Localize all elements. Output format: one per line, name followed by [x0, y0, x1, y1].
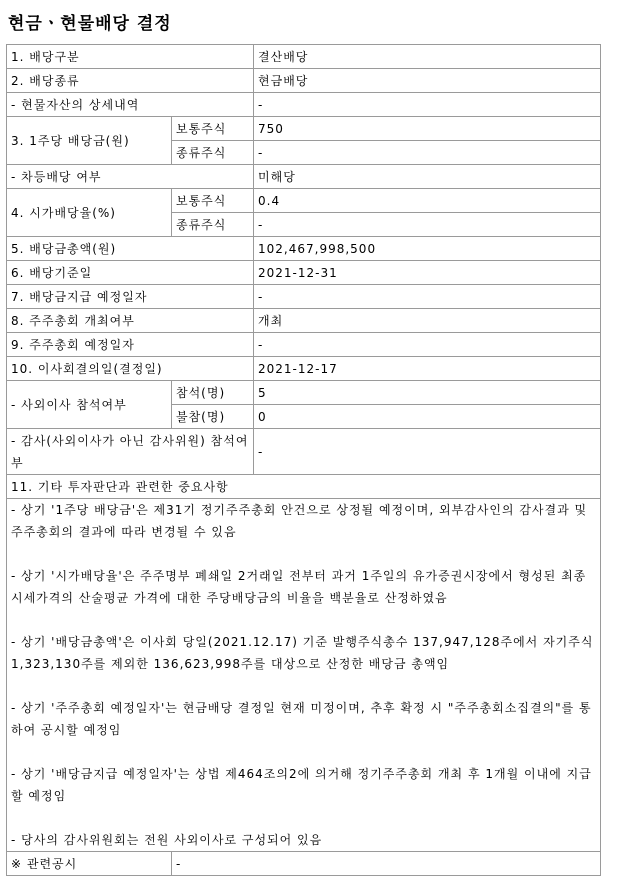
table-row	[7, 357, 601, 381]
table-row	[7, 165, 601, 189]
row-value: -	[254, 93, 601, 117]
sub-label: 종류주식	[172, 141, 254, 165]
table-row	[7, 381, 601, 405]
note-paragraph: - 상기 '주주총회 예정일자'는 현금배당 결정일 현재 미정이며, 추후 확정 시 "주주총회소집결의"를 통하여 공시할 예정임	[11, 701, 592, 737]
row-label: 5. 배당금총액(원)	[7, 237, 254, 261]
sub-label: 보통주식	[172, 189, 254, 213]
table-row	[7, 69, 601, 93]
row-value: -	[172, 852, 601, 876]
sub-label: 불참(명)	[172, 405, 254, 429]
row-value: -	[254, 141, 601, 165]
table-row	[7, 117, 601, 141]
table-row	[7, 852, 601, 876]
row-value: 현금배당	[254, 69, 601, 93]
disclosure-table	[6, 44, 601, 876]
table-row	[7, 285, 601, 309]
row-label: 4. 시가배당율(%)	[7, 189, 172, 237]
table-row	[7, 309, 601, 333]
note-paragraph: - 상기 '시가배당율'은 주주명부 폐쇄일 2거래일 전부터 과거 1주일의 유가증권시장에서 형성된 최종시세가격의 산술평균 가격에 대한 주당배당금의 비율을 백분율로 산정하였음	[11, 569, 587, 605]
row-label: 8. 주주총회 개최여부	[7, 309, 254, 333]
section-label: 11. 기타 투자판단과 관련한 중요사항	[7, 475, 601, 499]
row-label: - 현물자산의 상세내역	[7, 93, 254, 117]
row-label: 1. 배당구분	[7, 45, 254, 69]
row-value: -	[254, 213, 601, 237]
row-value: -	[254, 285, 601, 309]
note-paragraph: - 상기 '1주당 배당금'은 제31기 정기주주총회 안건으로 상정될 예정이며, 외부감사인의 감사결과 및 주주총회의 결과에 따라 변경될 수 있음	[11, 503, 588, 539]
row-value: 102,467,998,500	[254, 237, 601, 261]
table-row	[7, 189, 601, 213]
table-row	[7, 45, 601, 69]
table-row	[7, 475, 601, 499]
table-row	[7, 237, 601, 261]
row-value: 2021-12-31	[254, 261, 601, 285]
row-value: 5	[254, 381, 601, 405]
note-paragraph: - 상기 '배당금총액'은 이사회 당일(2021.12.17) 기준 발행주식총수 137,947,128주에서 자기주식 1,323,130주를 제외한 136,623,998주를 대상으로 산정한 배당금 총액임	[11, 635, 594, 671]
row-value: 결산배당	[254, 45, 601, 69]
row-label: - 사외이사 참석여부	[7, 381, 172, 429]
table-row	[7, 333, 601, 357]
table-row	[7, 429, 601, 475]
notes-cell	[7, 499, 601, 852]
row-label: - 감사(사외이사가 아닌 감사위원) 참석여부	[7, 429, 254, 475]
table-row	[7, 93, 601, 117]
row-value: -	[254, 429, 601, 475]
note-paragraph: - 당사의 감사위원회는 전원 사외이사로 구성되어 있음	[11, 833, 323, 847]
row-value: 0.4	[254, 189, 601, 213]
row-label: 6. 배당기준일	[7, 261, 254, 285]
row-value: -	[254, 333, 601, 357]
row-label: 10. 이사회결의일(결정일)	[7, 357, 254, 381]
row-label: 7. 배당금지급 예정일자	[7, 285, 254, 309]
table-row	[7, 499, 601, 852]
sub-label: 종류주식	[172, 213, 254, 237]
page-title: 현금ㆍ현물배당 결정	[8, 14, 172, 34]
table-row	[7, 261, 601, 285]
row-label: - 차등배당 여부	[7, 165, 254, 189]
row-value: 미해당	[254, 165, 601, 189]
row-value: 0	[254, 405, 601, 429]
row-label: ※ 관련공시	[7, 852, 172, 876]
row-value: 2021-12-17	[254, 357, 601, 381]
row-label: 3. 1주당 배당금(원)	[7, 117, 172, 165]
sub-label: 보통주식	[172, 117, 254, 141]
row-label: 2. 배당종류	[7, 69, 254, 93]
row-value: 750	[254, 117, 601, 141]
note-paragraph: - 상기 '배당금지급 예정일자'는 상법 제464조의2에 의거해 정기주주총회 개최 후 1개월 이내에 지급할 예정임	[11, 767, 592, 803]
row-value: 개최	[254, 309, 601, 333]
sub-label: 참석(명)	[172, 381, 254, 405]
row-label: 9. 주주총회 예정일자	[7, 333, 254, 357]
